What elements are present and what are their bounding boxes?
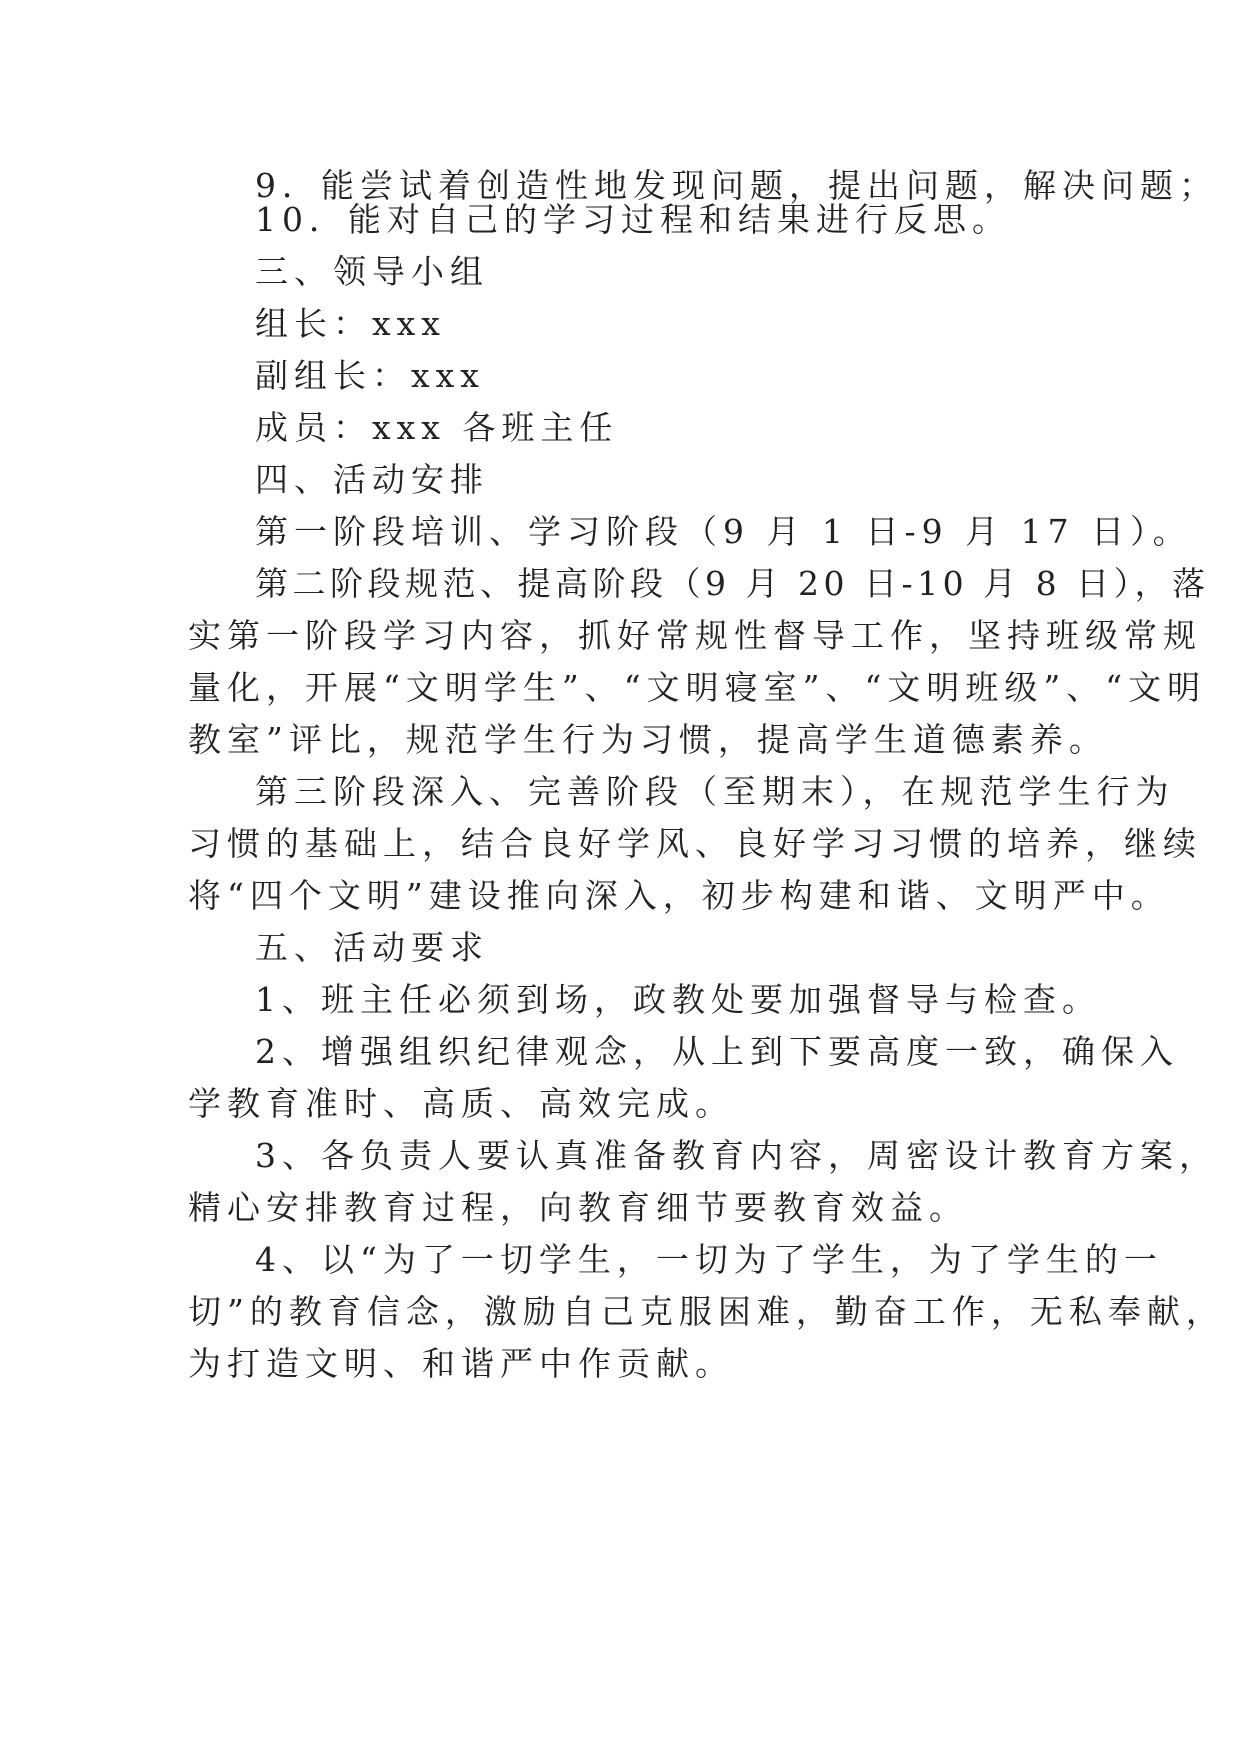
stage-two-paragraph-line-4: 教室”评比，规范学生行为习惯，提高学生道德素养。 — [188, 720, 1108, 759]
requirement-3-line-2: 精心安排教育过程，向教育细节要教育效益。 — [188, 1188, 968, 1227]
requirement-4-line-3: 为打造文明、和谐严中作贡献。 — [188, 1344, 734, 1383]
leader-line: 组长：xxx — [255, 304, 446, 343]
members-line: 成员：xxx 各班主任 — [255, 408, 619, 447]
requirement-4-line-1: 4、以“为了一切学生，一切为了学生，为了学生的一 — [255, 1240, 1163, 1279]
requirement-1: 1、班主任必须到场，政教处要加强督导与检查。 — [255, 980, 1101, 1019]
stage-two-paragraph-line-1: 第二阶段规范、提高阶段（9 月 20 日-10 月 8 日），落 — [255, 564, 1210, 603]
list-item-9: 9．能尝试着创造性地发现问题，提出问题，解决问题； — [255, 166, 1218, 205]
stage-two-paragraph-line-3: 量化，开展“文明学生”、“文明寝室”、“文明班级”、“文明 — [188, 668, 1207, 707]
stage-three-paragraph-line-1: 第三阶段深入、完善阶段（至期末），在规范学生行为 — [255, 772, 1175, 811]
requirement-3-line-1: 3、各负责人要认真准备教育内容，周密设计教育方案， — [255, 1136, 1218, 1175]
list-item-10: 10．能对自己的学习过程和结果进行反思。 — [255, 200, 1011, 239]
stage-one-paragraph: 第一阶段培训、学习阶段（9 月 1 日-9 月 17 日）。 — [255, 512, 1192, 551]
requirement-2-line-2: 学教育准时、高质、高效完成。 — [188, 1084, 734, 1123]
section-heading-arrangement: 四、活动安排 — [255, 460, 489, 499]
requirement-2-line-1: 2、增强组织纪律观念，从上到下要高度一致，确保入 — [255, 1032, 1179, 1071]
requirement-4-line-2: 切”的教育信念，激励自己克服困难，勤奋工作，无私奉献， — [188, 1292, 1225, 1331]
stage-three-paragraph-line-2: 习惯的基础上，结合良好学风、良好学习习惯的培养，继续 — [188, 824, 1202, 863]
stage-two-paragraph-line-2: 实第一阶段学习内容，抓好常规性督导工作，坚持班级常规 — [188, 616, 1202, 655]
stage-three-paragraph-line-3: 将“四个文明”建设推向深入，初步构建和谐、文明严中。 — [188, 876, 1170, 915]
deputy-leader-line: 副组长：xxx — [255, 356, 485, 395]
section-heading-requirements: 五、活动要求 — [255, 928, 489, 967]
section-heading-leadership: 三、领导小组 — [255, 252, 489, 291]
